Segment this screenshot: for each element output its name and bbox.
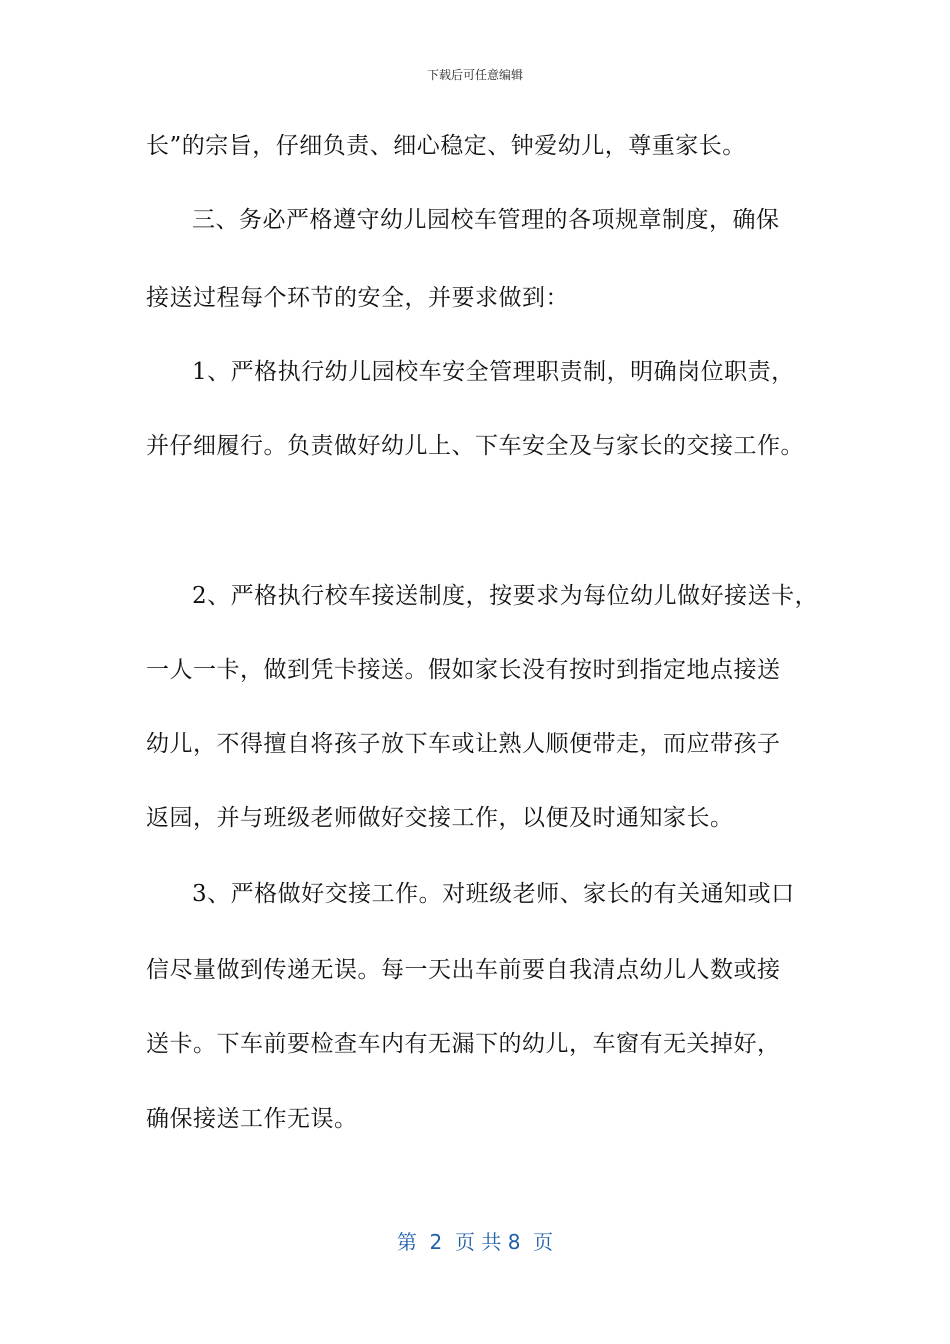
text-line: 三、务必严格遵守幼儿园校车管理的各项规章制度，确保 [192, 207, 780, 233]
text-line: 并仔细履行。负责做好幼儿上、下车安全及与家长的交接工作。 [146, 433, 804, 459]
text-line: 返园，并与班级老师做好交接工作，以便及时通知家长。 [146, 805, 734, 831]
text-line: 1、严格执行幼儿园校车安全管理职责制，明确岗位职责， [192, 359, 795, 385]
text-line: 信尽量做到传递无误。每一天出车前要自我清点幼儿人数或接 [146, 957, 781, 983]
text-line: 一人一卡，做到凭卡接送。假如家长没有按时到指定地点接送 [146, 657, 781, 683]
text-line: 接送过程每个环节的安全，并要求做到： [146, 285, 569, 311]
page-number: 第 2 页 共 8 页 [396, 1230, 554, 1254]
page-header: 下载后可任意编辑 [426, 68, 523, 82]
text-line: 3、严格做好交接工作。对班级老师、家长的有关通知或口 [192, 881, 795, 907]
text-line: 幼儿，不得擅自将孩子放下车或让熟人顺便带走，而应带孩子 [146, 731, 781, 757]
text-line: 送卡。下车前要检查车内有无漏下的幼儿，车窗有无关掉好， [146, 1031, 781, 1057]
text-line: 长”的宗旨，仔细负责、细心稳定、钟爱幼儿，尊重家长。 [146, 133, 746, 159]
text-line: 2、严格执行校车接送制度，按要求为每位幼儿做好接送卡， [192, 583, 819, 609]
text-line: 确保接送工作无误。 [146, 1106, 358, 1132]
